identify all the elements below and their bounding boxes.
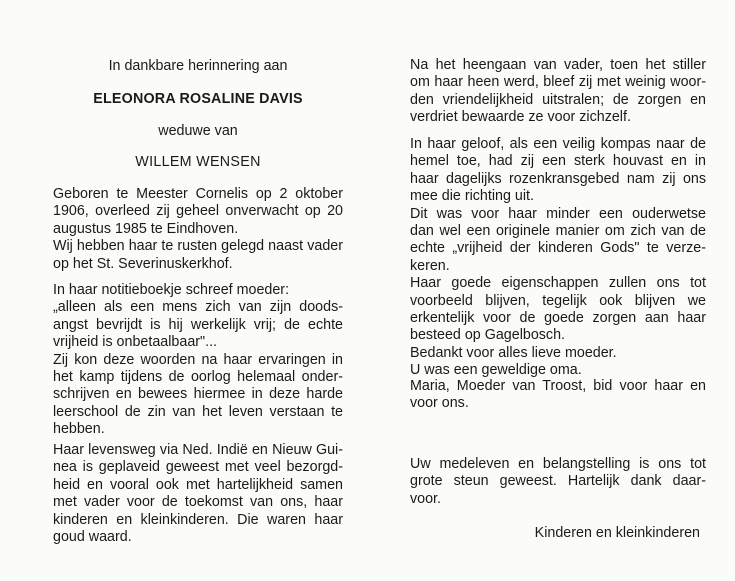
text-line: Zij kon deze woorden na haar ervaringen in (53, 351, 343, 368)
text-line: In haar notitieboekje schreef moeder: (53, 282, 290, 298)
after-father-paragraph (410, 57, 706, 127)
text-line: Wij hebben haar te rusten gelegd naast vader (53, 238, 343, 255)
text-line: den vriendelijkheid uitstralen; de zorgen en (410, 91, 706, 108)
text-line: heid en vooral ook met hartelijkheid samen (53, 476, 343, 493)
thanks-paragraph (410, 456, 706, 508)
text-line: Dit was voor haar minder een ouderwetse (410, 205, 706, 222)
text-line: Haar levensweg via Ned. Indië en Nieuw Gui- (53, 442, 343, 458)
text-line: keren. (410, 257, 450, 274)
text-line: hemel toe, had zij een sterk houvast en in (410, 153, 706, 170)
intro-text: In dankbare herinnering aan (108, 58, 288, 74)
notebook-paragraph (53, 282, 343, 439)
husband-name: WILLEM WENSEN (135, 154, 261, 170)
faith-paragraph (410, 136, 706, 380)
text-line: Na het heengaan van vader, toen het stiller (410, 57, 706, 73)
widow-of-text: weduwe van (158, 123, 238, 139)
text-line: besteed op Gagelbosch. (410, 327, 565, 344)
text-line: goud waard. (53, 529, 132, 546)
text-line: mee die richting uit. (410, 188, 534, 205)
text-line: op het St. Severinuskerkhof. (53, 255, 233, 272)
text-line: hebben. (53, 421, 105, 438)
text-line: dan wel een originele manier om zich van de (410, 223, 706, 240)
birth-paragraph (53, 186, 343, 273)
text-line: 1906, overleed zij geheel onverwacht op 20 (53, 203, 343, 220)
text-line: vrijheid is onbetaalbaar"... (53, 334, 218, 351)
prayer-paragraph (410, 378, 706, 413)
life-paragraph (53, 442, 343, 546)
text-line: angst bevrijdt is hij werkelijk vrij; de echte (53, 316, 343, 333)
text-line: U was een geweldige oma. (410, 362, 582, 379)
text-line: haar dagelijks rozenkransgebed nam zij ons (410, 170, 706, 187)
text-line: echte „vrijheid der kinderen Gods" te verze- (410, 240, 706, 257)
text-line: voor ons. (410, 395, 469, 412)
text-line: om haar heen werd, bleef zij met weinig woor- (410, 74, 706, 91)
text-line: het kamp tijdens de oorlog helemaal onder- (53, 369, 343, 386)
text-line: Haar goede eigenschappen zullen ons tot (410, 275, 706, 292)
text-line: augustus 1985 te Eindhoven. (53, 220, 239, 237)
text-line: Uw medeleven en belangstelling is ons tot (410, 456, 706, 472)
text-line: „alleen als een mens zich van zijn doods- (53, 299, 343, 316)
text-line: kinderen en kleinkinderen. Die waren haar (53, 511, 343, 528)
text-line: leerschool de zin van het leven verstaan te (53, 403, 343, 420)
text-line: nea is geplaveid geweest met veel bezorgd- (53, 459, 343, 476)
signature: Kinderen en kleinkinderen (534, 525, 700, 541)
text-line: voor. (410, 490, 441, 507)
text-line: met vader voor de toekomst van ons, haar (53, 494, 343, 511)
text-line: verdriet bewaarde ze voor zichzelf. (410, 109, 631, 126)
text-line: grote steun geweest. Hartelijk dank daar- (410, 473, 706, 490)
text-line: In haar geloof, als een veilig kompas naar de (410, 136, 706, 152)
text-line: voorbeeld blijven, tegelijk ook blijven we (410, 292, 706, 309)
text-line: schrijven en bewees hiermee in deze harde (53, 386, 343, 403)
text-line: Geboren te Meester Cornelis op 2 oktober (53, 186, 343, 202)
text-line: Maria, Moeder van Troost, bid voor haar en (410, 378, 706, 394)
deceased-name: ELEONORA ROSALINE DAVIS (93, 91, 303, 107)
text-line: erkentelijk voor de goede zorgen aan haar (410, 310, 706, 327)
text-line: Bedankt voor alles lieve moeder. (410, 344, 617, 361)
